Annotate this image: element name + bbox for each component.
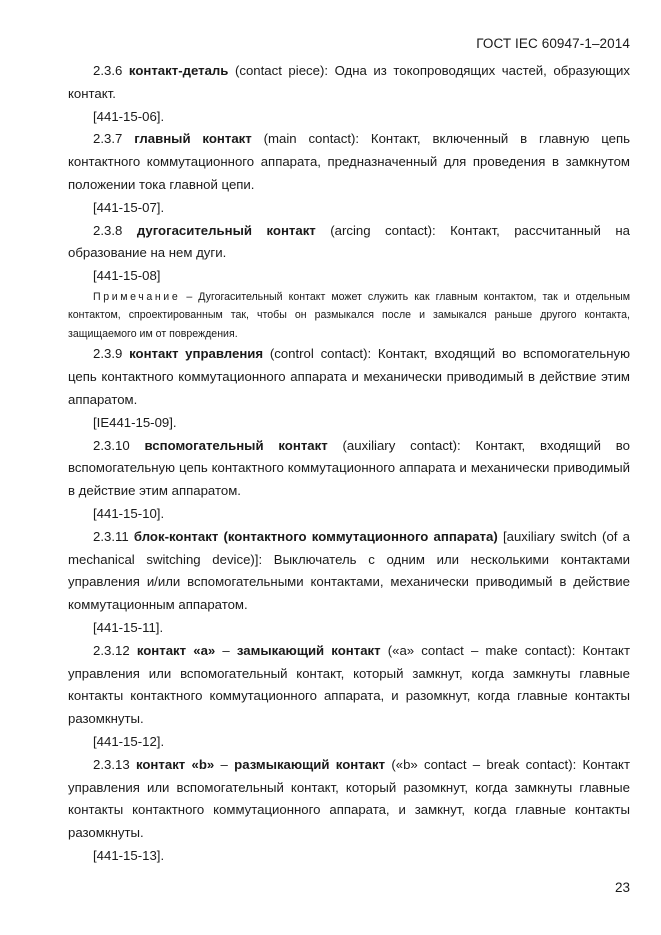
term-number: 2.3.6 [93, 63, 123, 78]
term-synonym: замыкающий контакт [236, 642, 381, 658]
page-number: 23 [614, 880, 630, 895]
note-paragraph [68, 288, 630, 344]
term-name: блок-контакт (контактного коммутационного аппарата) [133, 528, 498, 544]
term-definition: (control contact): Контакт, входящий во вспомогательную цепь контактного коммутационного аппарата и механически приводимый в действие этим аппаратом. [68, 346, 630, 408]
term-name: контакт «b» [135, 756, 215, 772]
term-reference: [441-15-08] [93, 268, 161, 284]
term-reference: [441-15-11]. [93, 620, 164, 636]
term-entry-2-3-7 [68, 128, 630, 196]
term-reference: [441-15-13]. [93, 848, 165, 863]
term-entry-2-3-9 [68, 343, 630, 411]
term-entry-2-3-8 [68, 220, 630, 266]
term-number: 2.3.11 [93, 528, 129, 544]
term-reference: [441-15-10]. [93, 506, 165, 522]
term-number: 2.3.7 [93, 131, 123, 147]
term-definition: (auxiliary contact): Контакт, входящий во вспомогательную цепь контактного коммутационного аппарата и механически приводимый в действие этим аппаратом. [68, 437, 630, 499]
term-number: 2.3.9 [93, 346, 123, 362]
term-number: 2.3.12 [93, 642, 130, 658]
term-number: 2.3.13 [93, 756, 130, 772]
term-entry-2-3-12 [68, 640, 630, 731]
note-label: Примечание [93, 290, 181, 303]
term-name: контакт «а» [136, 642, 216, 658]
term-definition: [auxiliary switch (of a mechanical switching device)]: Выключатель с одним или несколькими контактами управления и/или вспомогательными контактами, механически приводимый в действие коммутационным аппаратом. [68, 528, 630, 613]
term-definition: (contact piece): Одна из токопроводящих частей, образующих контакт. [68, 63, 630, 101]
term-reference: [441-15-07]. [93, 199, 165, 215]
term-reference: [441-15-12]. [93, 734, 165, 750]
term-definition: («b» contact – break contact): Контакт управления или вспомогательный контакт, который разомкнут, когда замкнуты главные контакты контактного коммутационного аппарата, и замкнут, когда главные контакты разомкнуты. [68, 756, 631, 841]
term-name: контакт-деталь [128, 63, 229, 78]
term-number: 2.3.10 [93, 437, 130, 453]
note-text: – Дугогасительный контакт может служить как главным контактом, так и отдельным контактом, спроектированным так, чтобы он размыкался после и замыкался раньше другого контакта, защищаемого им от повреждения. [68, 290, 630, 340]
term-synonym: размыкающий контакт [234, 756, 386, 772]
term-reference: [441-15-06]. [93, 108, 165, 124]
term-definition: («а» contact – make contact): Контакт управления или вспомогательный контакт, который замкнут, когда замкнуты главные контакты контактного коммутационного аппарата, и разомкнут, когда главные контакты разомкнуты. [68, 642, 630, 727]
term-entry-2-3-11 [68, 526, 630, 617]
term-separator: – [215, 642, 237, 658]
term-definition: (arcing contact): Контакт, рассчитанный на образование на нем дуги. [68, 222, 630, 261]
term-definition: (main contact): Контакт, включенный в главную цепь контактного коммутационного аппарата, предназначенный для проведения в замкнутом положении тока главной цепи. [68, 131, 631, 192]
term-entry-2-3-10 [68, 435, 630, 503]
term-name: контакт управления [129, 346, 264, 362]
term-name: вспомогательный контакт [144, 437, 328, 453]
term-reference: [IE441-15-09]. [93, 414, 177, 430]
term-name: главный контакт [134, 131, 252, 147]
term-separator: – [214, 756, 235, 772]
term-entry-2-3-13 [68, 754, 630, 845]
term-number: 2.3.8 [93, 222, 123, 238]
term-name: дугогасительный контакт [136, 222, 316, 238]
term-entry-2-3-6 [68, 60, 630, 106]
document-body [68, 60, 630, 868]
document-header: ГОСТ IEC 60947-1–2014 [476, 36, 630, 51]
